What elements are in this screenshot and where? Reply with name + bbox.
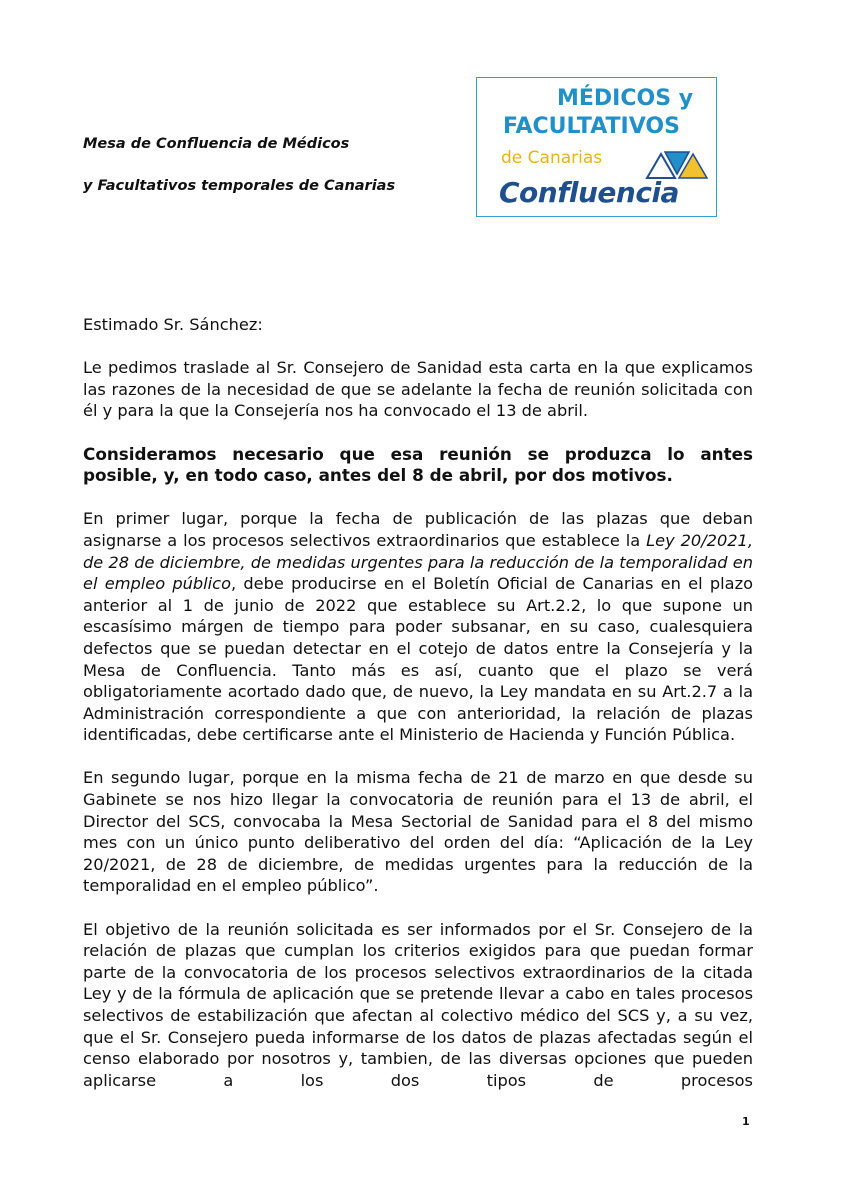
first-reason-text-b: , debe producirse en el Boletín Oficial de Canarias en el plazo anterior al 1 de junio de 2022 que establece su Art.2.2, lo que supone un escasísimo márgen de tiempo para poder subsanar, en su caso, cualesquiera defectos que se puedan detectar en el cotejo de datos entre la Consejería y la Mesa de Confluencia. Tanto más es así, cuanto que el plazo se verá obligatoriamente acortado dado que, de nuevo, la Ley mandata en su Art.2.7 a la Administración correspondiente a que con anterioridad, la relación de plazas identificadas, debe certificarse ante el Ministerio de Hacienda y Función Pública. [83, 574, 753, 745]
paragraph-request: Le pedimos traslade al Sr. Consejero de Sanidad esta carta en la que explicamos las razones de la necesidad de que se adelante la fecha de reunión solicitada con él y para la que la Consejería nos ha convocado el 13 de abril. [83, 358, 753, 421]
paragraph-second-reason: En segundo lugar, porque en la misma fecha de 21 de marzo en que desde su Gabinete se nos hizo llegar la convocatoria de reunión para el 13 de abril, el Director del SCS, convocaba la Mesa Sectorial de Sanidad para el 8 del mismo mes con un único punto deliberativo del orden del día: “Aplicación de la Ley 20/2021, de 28 de diciembre, de medidas urgentes para la reducción de la temporalidad en el empleo público”. [83, 768, 753, 896]
organization-name-line1: Mesa de Confluencia de Médicos [83, 136, 350, 152]
first-reason-text-a: En primer lugar, porque la fecha de publicación de las plazas que deban asignarse a los procesos selectivos extraordinarios que establece la [83, 509, 753, 550]
page-number: 1 [742, 1115, 750, 1128]
logo-text-confluencia: Confluencia [499, 176, 679, 209]
paragraph-first-reason [83, 508, 753, 746]
paragraph-objective: El objetivo de la reunión solicitada es ser informados por el Sr. Consejero de la relación de plazas que cumplan los criterios exigidos para que puedan formar parte de la convocatoria de los procesos selectivos extraordinarios de la citada Ley y de la fórmula de aplicación que se pretende llevar a cabo en tales procesos selectivos de estabilización que afectan al colectivo médico del SCS y, a su vez, que el Sr. Consejero pueda informarse de los datos de plazas afectadas según el censo elaborado por nosotros y, tambien, de las diversas opciones que pueden aplicarse a los dos tipos de procesos [83, 919, 753, 1090]
paragraph-key-statement: Consideramos necesario que esa reunión se produzca lo antes posible, y, en todo caso, antes del 8 de abril, por dos motivos. [83, 443, 753, 486]
greeting: Estimado Sr. Sánchez: [83, 315, 263, 334]
letter-body [83, 314, 753, 1091]
logo-text-medicos: MÉDICOS y [557, 86, 694, 111]
logo-text-canarias: de Canarias [501, 148, 603, 168]
confluencia-logo [476, 77, 717, 217]
law-title: Ley 20/2021, de 28 de diciembre, de medidas urgentes para la reducción de la temporalidad en el empleo público [83, 530, 753, 594]
organization-name-line2: y Facultativos temporales de Canarias [83, 178, 396, 194]
logo-text-facultativos: FACULTATIVOS [503, 114, 680, 139]
